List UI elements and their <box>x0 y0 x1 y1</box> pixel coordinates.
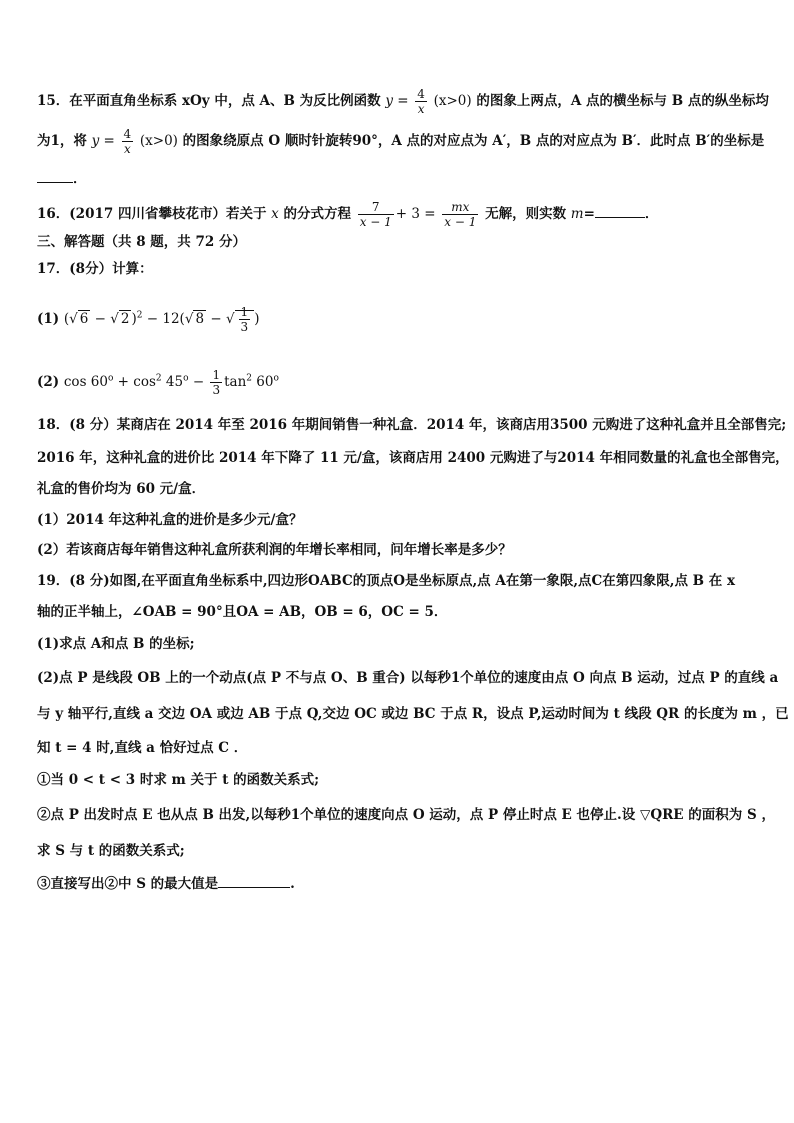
q19-line-5: 与 y 轴平行,直线 a 交边 OA 或边 AB 于点 Q,交边 OC 或边 BC 于点 R，设点 P,运动时间为 t 线段 QR 的长度为 m ，已 <box>37 706 789 722</box>
q19-line-3: (1)求点 A和点 B 的坐标; <box>37 636 195 652</box>
q16-fraction-1: $\frac{7}{x - 1}$ <box>359 200 392 229</box>
q19-line-1: 19．(8 分)如图,在平面直角坐标系中,四边形OABC的顶点O是坐标原点,点 A在第一象限,点C在第四象限,点 B 在 x <box>37 573 736 589</box>
q17-part-1: (1) (√ 6 − √ 2 )$^2$ − 12(√ 8 − √ $\frac{1}{3}$ ) <box>37 305 260 334</box>
q19-line-10: ③直接写出②中 S 的最大值是 . <box>37 873 774 894</box>
q18-line-1: 18．(8 分）某商店在 2014 年至 2016 年期间销售一种礼盒．2014 年，该商店用3500 元购进了这种礼盒并且全部售完; <box>37 417 787 433</box>
q16-fraction-2: $\frac{mx}{x - 1}$ <box>444 200 477 229</box>
q19-line-6: 知 t = 4 时,直线 a 恰好过点 C ． <box>37 740 248 756</box>
q17-part-2: (2) $\cos 60^o + \cos^2 45^o$ − $\frac{1}{3}$ $\tan^2 60^o$ <box>37 368 279 397</box>
q18-line-3: 礼盒的售价均为 60 元/盒． <box>37 481 206 497</box>
q19-line-7: ①当 0 < t < 3 时求 m 关于 t 的函数关系式; <box>37 772 320 788</box>
q18-sub-1: (1）2014 年这种礼盒的进价是多少元/盒？ <box>37 512 303 528</box>
section-heading: 三、解答题（共 8 题，共 72 分） <box>37 234 246 250</box>
q19-answer-blank[interactable] <box>218 873 290 888</box>
q17-head: 17．(8分）计算： <box>37 261 153 277</box>
q19-line-8: ②点 P 出发时点 E 也从点 B 出发,以每秒1个单位的速度向点 O 运动，点 P 停止时点 E 也停止.设 ▽QRE 的面积为 S ， <box>37 807 775 823</box>
q19-line-4: (2)点 P 是线段 OB 上的一个动点(点 P 不与点 O、B 重合) 以每秒1个单位的速度由点 O 向点 B 运动，过点 P 的直线 a <box>37 670 779 686</box>
q15-line-1: 15．在平面直角坐标系 xOy 中，点 A、B 为反比例函数 y = $\frac{4}{x}$ (x>0) 的图象上两点，A 点的横坐标与 B 点的纵坐标均 <box>37 87 769 116</box>
q16-line: 16．(2017 四川省攀枝花市）若关于 x 的分式方程 $\frac{7}{x - 1}$ + 3 = $\frac{mx}{x - 1}$ 无解，则实数 m= ． <box>37 200 659 229</box>
q15-fraction-2: $\frac{4}{x}$ <box>123 127 132 156</box>
q18-sub-2: (2）若该商店每年销售这种礼盒所获利润的年增长率相同，问年增长率是多少？ <box>37 542 512 558</box>
q16-answer-blank[interactable] <box>595 203 645 218</box>
q19-line-9: 求 S 与 t 的函数关系式; <box>37 843 185 859</box>
q19-line-2: 轴的正半轴上，∠OAB = 90°且OA = AB，OB = 6，OC = 5． <box>37 604 448 620</box>
q15-fraction-1: $\frac{4}{x}$ <box>417 87 425 116</box>
q15-answer-blank[interactable] <box>37 168 73 183</box>
q15-line-3: ． <box>37 168 774 189</box>
q15-line-2: 为1，将 y = $\frac{4}{x}$ (x>0) 的图象绕原点 O 顺时针旋转90°，A 点的对应点为 A′，B 点的对应点为 B′．此时点 B′的坐标是 <box>37 127 765 156</box>
q18-line-2: 2016 年，这种礼盒的进价比 2014 年下降了 11 元/盒，该商店用 2400 元购进了与2014 年相同数量的礼盒也全部售完， <box>37 450 789 466</box>
